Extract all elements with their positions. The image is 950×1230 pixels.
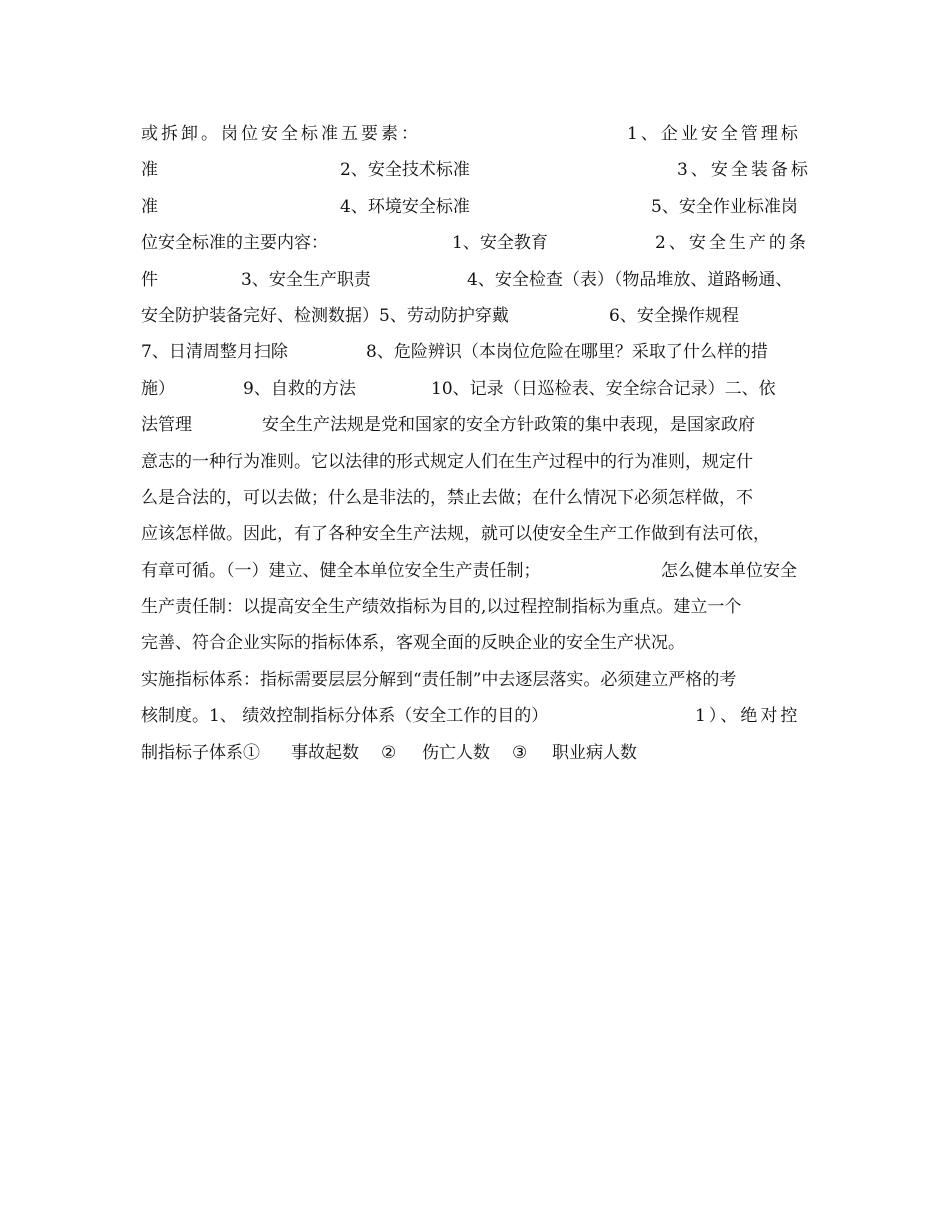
text-line [141, 589, 831, 625]
text-segment: 8、危险辨识（本岗位危险在哪里？采取了什么样的措 [366, 342, 768, 363]
text-segment: 7、日清周整月扫除 [141, 342, 288, 363]
text-line [141, 407, 831, 443]
text-line [141, 516, 831, 552]
text-line [141, 735, 831, 771]
text-segment: ③ [512, 742, 528, 763]
text-line [141, 371, 831, 407]
text-segment: 6、安全操作规程 [609, 305, 739, 326]
text-segment: 制指标子体系① [141, 742, 260, 763]
text-segment: 职业病人数 [552, 742, 637, 763]
text-segment: 3、安全装备标 [677, 160, 811, 181]
text-segment: 伤亡人数 [422, 742, 490, 763]
text-segment: 完善、符合企业实际的指标体系，客观全面的反映企业的安全生产状况。 [141, 633, 685, 654]
text-segment: 4、环境安全标准 [340, 196, 470, 217]
text-segment: 有章可循。（一）建立、健全本单位安全生产责任制； [141, 560, 541, 581]
text-segment: 事故起数 [291, 742, 359, 763]
text-segment: 位安全标准的主要内容： [141, 233, 328, 254]
text-line [141, 298, 831, 334]
text-line [141, 662, 831, 698]
text-segment: 件 [141, 269, 158, 290]
text-line [141, 698, 831, 734]
text-segment: 意志的一种行为准则。它以法律的形式规定人们在生产过程中的行为准则，规定什 [141, 451, 753, 472]
text-line [141, 480, 831, 516]
text-segment: 法管理 [141, 415, 192, 436]
text-line [141, 116, 831, 152]
text-segment: 1、企业安全管理标 [627, 124, 801, 144]
text-segment: 安全生产法规是党和国家的安全方针政策的集中表现，是国家政府 [262, 415, 755, 436]
text-segment: 生产责任制：以提高安全生产绩效指标为目的,以过程控制指标为重点。建立一个 [141, 597, 742, 618]
text-segment: 么是合法的，可以去做；什么是非法的，禁止去做；在什么情况下必须怎样做，不 [141, 487, 753, 508]
text-segment: 安全防护装备完好、检测数据）5、劳动防护穿戴 [141, 305, 509, 326]
text-segment: ② [381, 742, 397, 763]
text-segment: 或拆卸。岗位安全标准五要素： [141, 124, 421, 144]
text-line [141, 152, 831, 188]
text-line [141, 334, 831, 370]
text-segment: 2、安全技术标准 [340, 160, 470, 181]
text-segment: 3、安全生产职责 [241, 269, 371, 290]
text-segment: 5、安全作业标准岗 [651, 196, 798, 217]
text-segment: 施） [141, 378, 175, 399]
text-line [141, 553, 831, 589]
text-segment: 10、记录（日巡检表、安全综合记录）二、依 [431, 378, 776, 399]
text-segment: 应该怎样做。因此，有了各种安全生产法规，就可以使安全生产工作做到有法可依， [141, 524, 770, 545]
text-segment: 准 [141, 196, 158, 217]
text-segment: 核制度。1、 绩效控制指标分体系（安全工作的目的） [141, 706, 549, 727]
text-line [141, 189, 831, 225]
text-line [141, 625, 831, 661]
text-segment: 准 [141, 160, 158, 181]
text-segment: 怎么健本单位安全 [661, 560, 797, 581]
text-line [141, 444, 831, 480]
text-line [141, 225, 831, 261]
body-text [141, 116, 831, 771]
text-segment: 4、安全检查（表）（物品堆放、道路畅通、 [467, 269, 793, 290]
text-segment: 9、自救的方法 [243, 378, 356, 399]
text-segment: 1）、绝对控 [695, 706, 801, 727]
text-line [141, 262, 831, 298]
text-segment: 2、安全生产的条 [655, 233, 809, 254]
text-segment: 实施指标体系：指标需要层层分解到“责任制”中去逐层落实。必须建立严格的考 [141, 669, 737, 690]
text-segment: 1、安全教育 [452, 233, 548, 254]
